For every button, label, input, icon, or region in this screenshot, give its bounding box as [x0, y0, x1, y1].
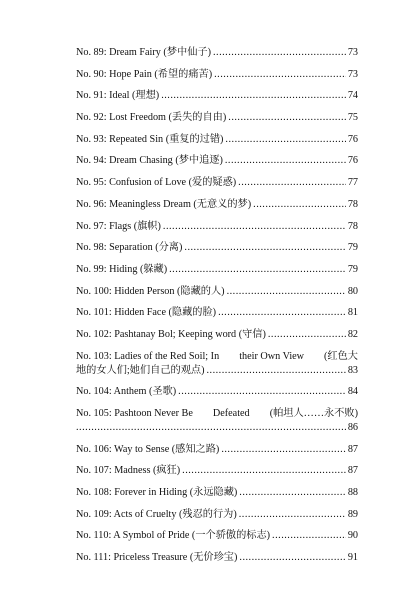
toc-entry-page: 82	[347, 328, 358, 340]
toc-entry-title-part: Defeated	[212, 408, 250, 419]
toc-entry-page: 75	[347, 112, 358, 124]
toc-entry-104	[76, 385, 358, 398]
toc-dot-leader	[76, 421, 346, 434]
toc-entry-title: No. 93: Repeated Sin (重复的过错)	[76, 133, 224, 145]
toc-dot-leader	[178, 385, 346, 398]
toc-entry-title: No. 97: Flags (旗帜)	[76, 220, 161, 232]
toc-entry-101	[76, 306, 358, 319]
toc-dot-leader	[161, 89, 346, 102]
toc-dot-leader	[238, 176, 346, 189]
toc-entry-96	[76, 198, 358, 211]
toc-entry-page: 78	[347, 198, 358, 210]
toc-entry-title: No. 96: Meaningless Dream (无意义的梦)	[76, 198, 252, 210]
toc-dot-leader	[169, 263, 346, 276]
toc-entry-page: 73	[347, 68, 358, 80]
toc-entry-title: No. 102: Pashtanay Bol; Keeping word (守信)	[76, 328, 266, 340]
toc-entry-title: No. 100: Hidden Person (隐藏的人)	[76, 285, 225, 297]
toc-entry-title-continuation: 地的女人们;她们自己的观点)	[76, 364, 205, 376]
toc-entry-page: 90	[347, 530, 358, 542]
toc-entry-107	[76, 464, 358, 477]
toc-entry-title-part: No. 103: Ladies of the Red Soil; In	[76, 350, 220, 362]
toc-entry-title: No. 94: Dream Chasing (梦中追逐)	[76, 155, 223, 167]
toc-entry-title-part: (红色大	[324, 350, 358, 362]
toc-entry-title: No. 101: Hidden Face (隐藏的脸)	[76, 307, 217, 319]
toc-entry-title: No. 92: Lost Freedom (丢失的自由)	[76, 112, 227, 124]
toc-entry-100	[76, 285, 358, 298]
toc-entry-95	[76, 176, 358, 189]
toc-entry-page: 73	[347, 47, 358, 58]
toc-entry-94	[76, 154, 358, 167]
toc-entry-title: No. 111: Priceless Treasure (无价珍宝)	[76, 552, 238, 564]
toc-entry-98	[76, 241, 358, 254]
toc-entry-title: No. 90: Hope Pain (希望的痛苦)	[76, 68, 213, 80]
toc-entry-title-part: No. 105: Pashtoon Never Be	[76, 408, 193, 419]
toc-entry-title: No. 106: Way to Sense (感知之路)	[76, 443, 220, 455]
toc-dot-leader	[227, 285, 346, 298]
toc-dot-leader	[182, 464, 346, 477]
toc-entry-title: No. 99: Hiding (躲藏)	[76, 263, 168, 275]
toc-entry-title: No. 91: Ideal (理想)	[76, 90, 160, 102]
toc-entry-110	[76, 529, 358, 542]
toc-entry-109	[76, 508, 358, 521]
toc-dot-leader	[239, 486, 346, 499]
toc-dot-leader	[225, 133, 345, 146]
toc-entry-title-part: their Own View	[239, 350, 305, 362]
toc-dot-leader	[239, 508, 346, 521]
toc-entry-line1	[76, 407, 358, 420]
toc-entry-title-part: (帕坦人……永不败)	[269, 408, 358, 419]
toc-entry-title: No. 108: Forever in Hiding (永远隐藏)	[76, 487, 238, 499]
toc-entry-111	[76, 551, 358, 564]
toc-entry-page: 91	[347, 552, 358, 564]
toc-entry-line2	[76, 421, 358, 434]
toc-dot-leader	[221, 443, 346, 456]
toc-entry-page: 87	[347, 465, 358, 477]
toc-entry-103	[76, 350, 358, 377]
toc-dot-leader	[268, 328, 346, 341]
toc-dot-leader	[225, 154, 346, 167]
toc-entry-92	[76, 111, 358, 124]
toc-entry-title: No. 95: Confusion of Love (爱的疑惑)	[76, 177, 237, 189]
toc-entry-93	[76, 133, 358, 146]
toc-entry-page: 81	[347, 307, 358, 319]
toc-entry-title: No. 107: Madness (疯狂)	[76, 465, 181, 477]
toc-entry-page: 87	[347, 443, 358, 455]
toc-entry-title: No. 104: Anthem (圣歌)	[76, 386, 177, 398]
toc-entry-page: 88	[347, 487, 358, 499]
toc-entry-89	[76, 46, 358, 59]
toc-dot-leader	[253, 198, 346, 211]
toc-entry-page: 86	[347, 422, 358, 433]
toc-entry-title: No. 89: Dream Fairy (梦中仙子)	[76, 47, 211, 58]
toc-entry-title: No. 109: Acts of Cruelty (残忍的行为)	[76, 508, 237, 520]
toc-entry-page: 79	[347, 263, 358, 275]
toc-entry-page: 79	[347, 242, 358, 254]
toc-entry-page: 76	[347, 133, 358, 145]
toc-entry-90	[76, 68, 358, 81]
toc-entry-page: 74	[347, 90, 358, 102]
toc-entry-99	[76, 263, 358, 276]
toc-entry-line2	[76, 364, 358, 377]
toc-entry-108	[76, 486, 358, 499]
toc-entry-title: No. 98: Separation (分离)	[76, 242, 183, 254]
toc-entry-page: 84	[347, 386, 358, 398]
toc-entry-106	[76, 443, 358, 456]
toc-entry-97	[76, 220, 358, 233]
toc-entry-page: 77	[347, 177, 358, 189]
toc-dot-leader	[228, 111, 346, 124]
toc-entry-91	[76, 89, 358, 102]
toc-entry-102	[76, 328, 358, 341]
toc-entry-page: 78	[347, 220, 358, 232]
table-of-contents	[76, 46, 358, 573]
toc-entry-page: 76	[347, 155, 358, 167]
toc-entry-page: 83	[347, 364, 358, 376]
toc-dot-leader	[184, 241, 345, 254]
toc-entry-page: 89	[347, 508, 358, 520]
toc-entry-line1	[76, 350, 358, 363]
toc-dot-leader	[206, 364, 345, 377]
toc-entry-page: 80	[347, 285, 358, 297]
toc-dot-leader	[214, 68, 346, 81]
toc-dot-leader	[239, 551, 345, 564]
toc-dot-leader	[213, 46, 346, 59]
toc-dot-leader	[163, 220, 346, 233]
toc-entry-105	[76, 407, 358, 434]
toc-dot-leader	[218, 306, 346, 319]
toc-entry-title: No. 110: A Symbol of Pride (一个骄傲的标志)	[76, 530, 271, 542]
toc-dot-leader	[272, 529, 346, 542]
